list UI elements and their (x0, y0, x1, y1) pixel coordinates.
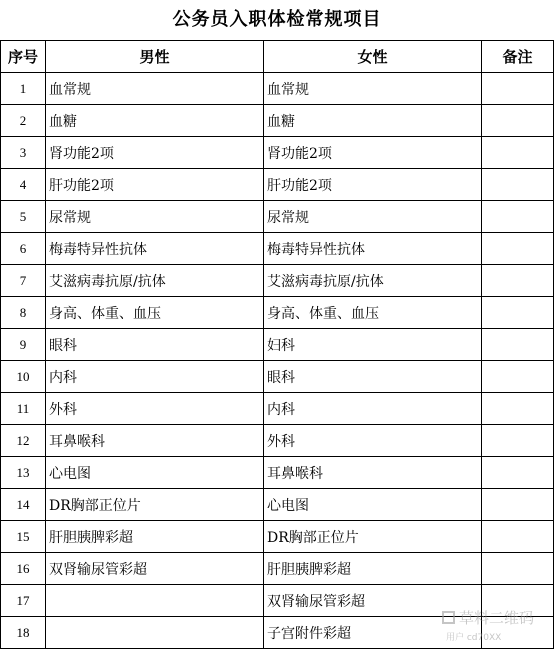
table-row (1, 73, 554, 105)
header-female: 女性 (264, 41, 482, 73)
row-female-cell: 耳鼻喉科 (264, 457, 482, 489)
row-note-cell (482, 73, 554, 105)
row-num-cell: 11 (1, 393, 46, 425)
row-note-cell (482, 137, 554, 169)
row-male-cell: 血糖 (46, 105, 264, 137)
row-num-cell: 6 (1, 233, 46, 265)
table-row (1, 169, 554, 201)
table-row (1, 201, 554, 233)
row-note-cell (482, 489, 554, 521)
header-note: 备注 (482, 41, 554, 73)
row-male-cell: 身高、体重、血压 (46, 297, 264, 329)
header-male: 男性 (46, 41, 264, 73)
row-note-cell (482, 425, 554, 457)
table-row (1, 521, 554, 553)
row-num-cell: 5 (1, 201, 46, 233)
row-male-cell: 肝胆胰脾彩超 (46, 521, 264, 553)
row-note-cell (482, 329, 554, 361)
row-female-cell: 外科 (264, 425, 482, 457)
row-male-cell: 梅毒特异性抗体 (46, 233, 264, 265)
table-row (1, 553, 554, 585)
row-num-cell: 14 (1, 489, 46, 521)
row-num-cell: 9 (1, 329, 46, 361)
row-female-cell: 肝功能2项 (264, 169, 482, 201)
row-num-cell: 10 (1, 361, 46, 393)
row-female-cell: DR胸部正位片 (264, 521, 482, 553)
row-female-cell: 眼科 (264, 361, 482, 393)
row-female-cell: 身高、体重、血压 (264, 297, 482, 329)
table-row (1, 393, 554, 425)
table-row (1, 457, 554, 489)
watermark-brand: 草料二维码 (459, 609, 535, 627)
row-num-cell: 15 (1, 521, 46, 553)
row-female-cell: 肾功能2项 (264, 137, 482, 169)
row-note-cell (482, 457, 554, 489)
row-male-cell: 双肾输尿管彩超 (46, 553, 264, 585)
row-num-cell: 7 (1, 265, 46, 297)
row-num-cell: 3 (1, 137, 46, 169)
row-note-cell (482, 393, 554, 425)
exam-items-table (0, 40, 554, 649)
row-num-cell: 2 (1, 105, 46, 137)
row-num-cell: 13 (1, 457, 46, 489)
row-num-cell: 12 (1, 425, 46, 457)
row-num-cell: 18 (1, 617, 46, 649)
row-note-cell (482, 201, 554, 233)
qr-icon (442, 611, 455, 624)
row-male-cell: 血常规 (46, 73, 264, 105)
row-num-cell: 17 (1, 585, 46, 617)
row-female-cell: 艾滋病毒抗原/抗体 (264, 265, 482, 297)
row-note-cell (482, 105, 554, 137)
table-row (1, 233, 554, 265)
row-female-cell: 血糖 (264, 105, 482, 137)
row-female-cell: 子宫附件彩超 (264, 617, 482, 649)
row-female-cell: 血常规 (264, 73, 482, 105)
row-num-cell: 4 (1, 169, 46, 201)
row-male-cell: 眼科 (46, 329, 264, 361)
table-row (1, 297, 554, 329)
row-note-cell (482, 265, 554, 297)
table-row (1, 361, 554, 393)
row-note-cell (482, 297, 554, 329)
table-header-row (1, 41, 554, 73)
table-row (1, 137, 554, 169)
row-male-cell: 心电图 (46, 457, 264, 489)
row-female-cell: 尿常规 (264, 201, 482, 233)
row-male-cell: 艾滋病毒抗原/抗体 (46, 265, 264, 297)
row-female-cell: 心电图 (264, 489, 482, 521)
row-female-cell: 肝胆胰脾彩超 (264, 553, 482, 585)
row-note-cell (482, 169, 554, 201)
table-row (1, 265, 554, 297)
row-male-cell: 肝功能2项 (46, 169, 264, 201)
row-num-cell: 8 (1, 297, 46, 329)
row-male-cell: 肾功能2项 (46, 137, 264, 169)
row-female-cell: 内科 (264, 393, 482, 425)
row-female-cell: 妇科 (264, 329, 482, 361)
row-note-cell (482, 361, 554, 393)
row-male-cell (46, 617, 264, 649)
row-male-cell: 外科 (46, 393, 264, 425)
row-male-cell: DR胸部正位片 (46, 489, 264, 521)
header-num: 序号 (1, 41, 46, 73)
row-male-cell: 耳鼻喉科 (46, 425, 264, 457)
row-note-cell (482, 233, 554, 265)
row-female-cell: 双肾输尿管彩超 (264, 585, 482, 617)
row-female-cell: 梅毒特异性抗体 (264, 233, 482, 265)
row-note-cell (482, 553, 554, 585)
page-title: 公务员入职体检常规项目 (172, 9, 382, 30)
row-male-cell: 内科 (46, 361, 264, 393)
table-row (1, 105, 554, 137)
table-row (1, 489, 554, 521)
table-row (1, 425, 554, 457)
table-row (1, 329, 554, 361)
row-note-cell (482, 521, 554, 553)
row-num-cell: 1 (1, 73, 46, 105)
row-male-cell (46, 585, 264, 617)
row-num-cell: 16 (1, 553, 46, 585)
watermark (442, 607, 550, 647)
row-male-cell: 尿常规 (46, 201, 264, 233)
watermark-user: 用户 cd70XX (446, 633, 502, 643)
